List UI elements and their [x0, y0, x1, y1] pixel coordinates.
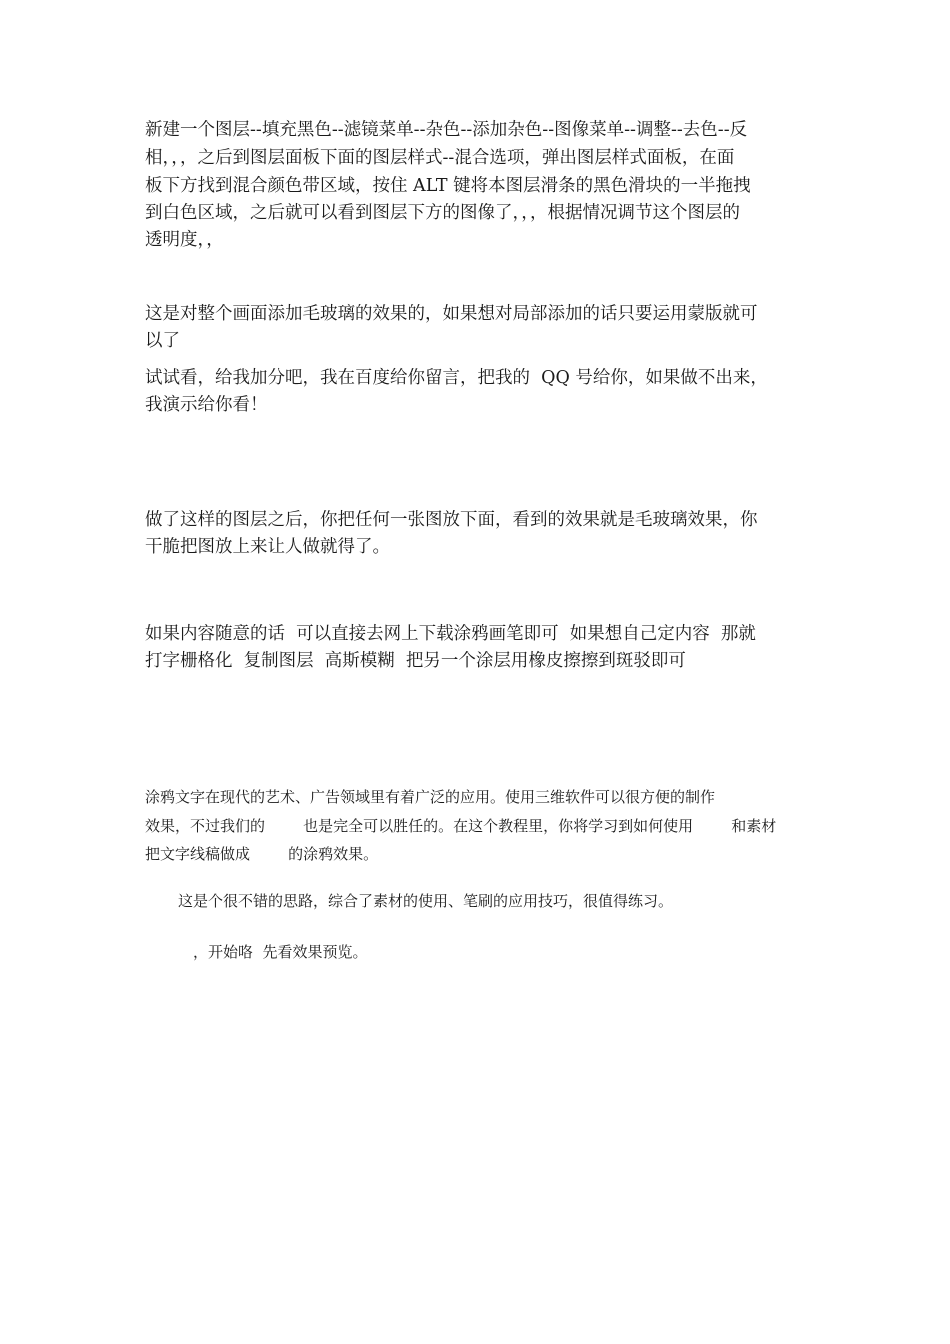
p1-line-2: 相，，，之后到图层面板下面的图层样式--混合选项，弹出图层样式面板，在面	[145, 148, 735, 168]
p6-line-1: 涂鸦文字在现代的艺术、广告领域里有着广泛的应用。使用三维软件可以很方便的制作	[145, 788, 716, 806]
p8-line-1: ，开始咯 先看效果预览。	[193, 943, 368, 961]
p6-line-2: 效果，不过我们的 也是完全可以胜任的。在这个教程里，你将学习到如何使用 和素材	[145, 817, 777, 835]
p1-line-4: 到白色区域，之后就可以看到图层下方的图像了，，，根据情况调节这个图层的	[145, 203, 740, 223]
p2-line-2: 以了	[145, 331, 180, 351]
p1-line-5: 透明度，，	[145, 230, 224, 250]
p1-line-1: 新建一个图层--填充黑色--滤镜菜单--杂色--添加杂色--图像菜单--调整--去色--反	[145, 120, 748, 140]
p1-line-3: 板下方找到混合颜色带区域，按住 ALT 键将本图层滑条的黑色滑块的一半拖拽	[145, 176, 751, 196]
p3-line-2: 我演示给你看！	[145, 395, 268, 415]
p3-line-1: 试试看，给我加分吧，我在百度给你留言，把我的 QQ 号给你，如果做不出来，	[145, 368, 768, 388]
p2-line-1: 这是对整个画面添加毛玻璃的效果的，如果想对局部添加的话只要运用蒙版就可	[145, 304, 758, 324]
p5-line-2: 打字栅格化 复制图层 高斯模糊 把另一个涂层用橡皮擦擦到斑驳即可	[145, 651, 686, 671]
p4-line-1: 做了这样的图层之后，你把任何一张图放下面，看到的效果就是毛玻璃效果，你	[145, 510, 758, 530]
p6-line-3: 把文字线稿做成 的涂鸦效果。	[145, 845, 379, 863]
p4-line-2: 干脆把图放上来让人做就得了。	[145, 537, 390, 557]
p7-line-1: 这是个很不错的思路，综合了素材的使用、笔刷的应用技巧，很值得练习。	[178, 892, 674, 910]
p5-line-1: 如果内容随意的话 可以直接去网上下载涂鸦画笔即可 如果想自己定内容 那就	[145, 624, 756, 644]
